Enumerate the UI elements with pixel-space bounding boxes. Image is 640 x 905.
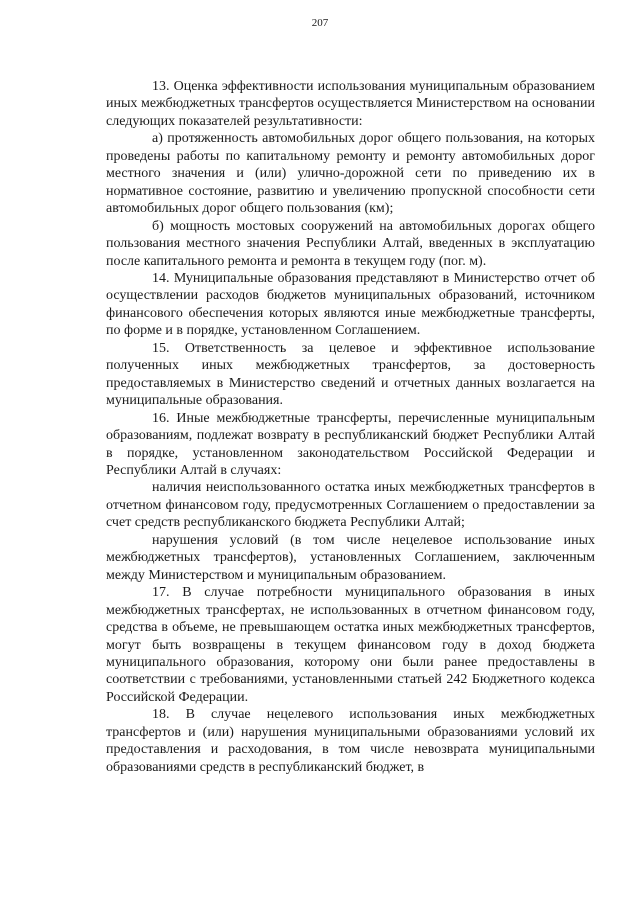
paragraph-15: 15. Ответственность за целевое и эффективное использование полученных иных межбюджетных трансфертов, за достоверность предоставляемых в Министерство сведений и отчетных данных возлагается на муниципальные образования. (106, 340, 595, 409)
paragraph-17: 17. В случае потребности муниципального образования в иных межбюджетных трансфертах, не использованных в отчетном финансовом году, средства в объеме, не превышающем остатка иных межбюджетных трансфертов, могут быть возвращены в текущем финансовом году в доход бюджета муниципального образования, которому они были ранее предоставлены в соответствии с требованиями, установленными статьей 242 Бюджетного кодекса Российской Федерации. (106, 585, 595, 705)
paragraph-13-item-b: б) мощность мостовых сооружений на автомобильных дорогах общего пользования местного значения Республики Алтай, введенных в эксплуатацию после капитального ремонта и ремонта в текущем году (пог. м). (106, 218, 595, 269)
paragraph-16-case-1: наличия неиспользованного остатка иных межбюджетных трансфертов в отчетном финансовом году, предусмотренных Соглашением о предоставлении за счет средств республиканского бюджета Республики Алтай; (106, 480, 595, 531)
paragraph-18: 18. В случае нецелевого использования иных межбюджетных трансфертов и (или) нарушения муниципальными образованиями условий их предоставления и расходования, в том числе невозврата муниципальными образованиями средств в республиканский бюджет, в (106, 707, 595, 775)
paragraph-13-item-a: а) протяженность автомобильных дорог общего пользования, на которых проведены работы по капитальному ремонту и ремонту автомобильных дорог местного значения и (или) улично-дорожной сети по приведению их в нормативное состояние, развитию и увеличению пропускной способности сети автомобильных дорог общего пользования (км); (106, 131, 595, 217)
page-number: 207 (311, 17, 329, 29)
paragraph-16-case-2: нарушения условий (в том числе нецелевое использование иных межбюджетных трансфертов), установленных Соглашением, заключенным между Министерством и муниципальным образованием. (106, 532, 595, 583)
document-body (106, 78, 595, 776)
paragraph-16: 16. Иные межбюджетные трансферты, перечисленные муниципальным образованиям, подлежат возврату в республиканский бюджет Республики Алтай в порядке, установленном законодательством Российской Федерации и Республики Алтай в случаях: (106, 410, 595, 478)
paragraph-13: 13. Оценка эффективности использования муниципальным образованием иных межбюджетных трансфертов осуществляется Министерством на основании следующих показателей результативности: (106, 79, 595, 129)
paragraph-14: 14. Муниципальные образования представляют в Министерство отчет об осуществлении расходов бюджетов муниципальных образований, источником финансового обеспечения которых являются иные межбюджетные трансферты, по форме и в порядке, установленном Соглашением. (106, 270, 595, 339)
